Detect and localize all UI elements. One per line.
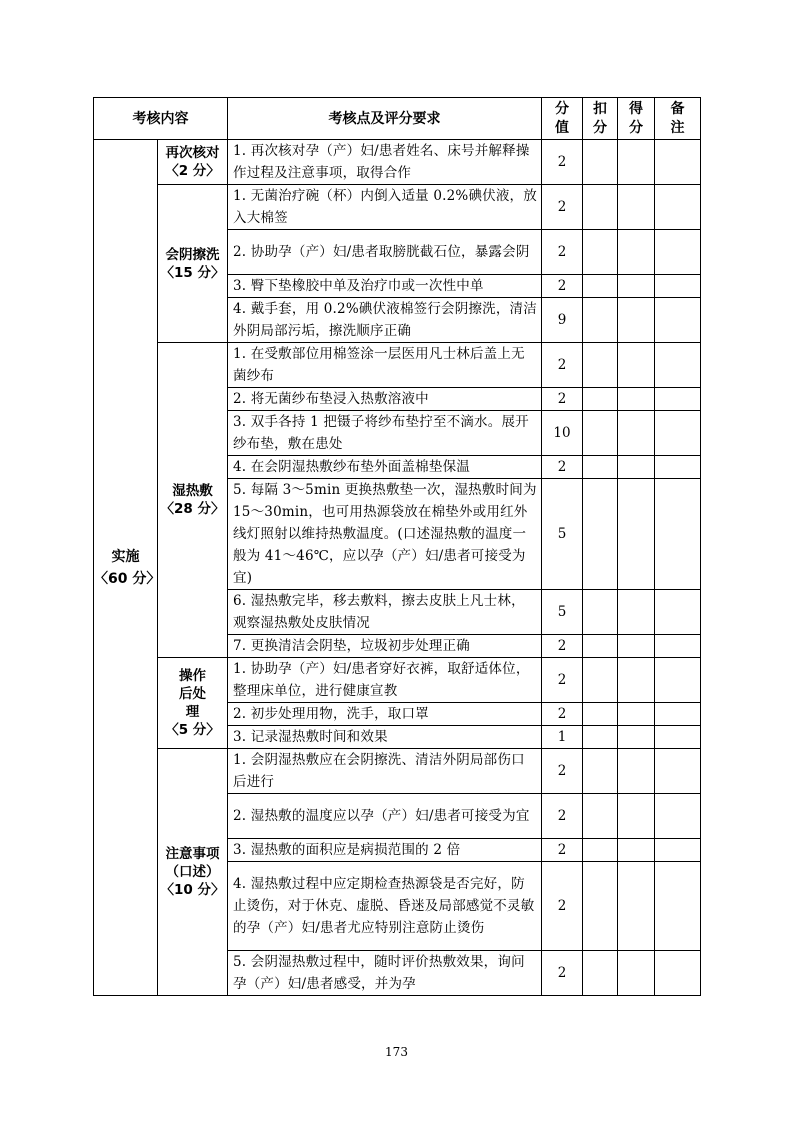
obtained-cell <box>618 703 655 726</box>
obtained-cell <box>618 479 655 590</box>
obtained-cell <box>618 862 655 951</box>
item-score: 1 <box>542 726 583 749</box>
item-text: 5. 每隔 3～5min 更换热敷垫一次，湿热敷时间为 15～30min，也可用热源袋放在棉垫外或用红外线灯照射以维持热敷温度。(口述湿热敷的温度一般为 41～46℃，应以孕（产）妇/患者可接受为宜) <box>228 479 542 590</box>
item-score: 2 <box>542 275 583 298</box>
item-text: 6. 湿热敷完毕，移去敷料，擦去皮肤上凡士林，观察湿热敷处皮肤情况 <box>228 590 542 635</box>
item-text: 5. 会阴湿热敷过程中，随时评价热敷效果，询问孕（产）妇/患者感受，并为孕 <box>228 951 542 996</box>
obtained-cell <box>618 590 655 635</box>
deduct-cell <box>583 411 618 456</box>
deduct-cell <box>583 703 618 726</box>
obtained-cell <box>618 411 655 456</box>
obtained-cell <box>618 230 655 275</box>
remarks-cell <box>655 185 701 230</box>
group-points: 〈5 分〉 <box>165 722 220 738</box>
item-text: 3. 湿热敷的面积应是病损范围的 2 倍 <box>228 839 542 862</box>
item-score: 2 <box>542 388 583 411</box>
remarks-cell <box>655 794 701 839</box>
header-deduct: 扣 分 <box>583 98 618 140</box>
item-text: 1. 会阴湿热敷应在会阴擦洗、清洁外阴局部伤口后进行 <box>228 749 542 794</box>
group-cell <box>158 343 228 658</box>
item-text: 1. 无菌治疗碗（杯）内倒入适量 0.2%碘伏液，放入大棉签 <box>228 185 542 230</box>
deduct-cell <box>583 951 618 996</box>
table-row <box>94 343 701 388</box>
remarks-cell <box>655 635 701 658</box>
deduct-cell <box>583 230 618 275</box>
deduct-cell <box>583 635 618 658</box>
remarks-cell <box>655 726 701 749</box>
deduct-cell <box>583 298 618 343</box>
obtained-cell <box>618 343 655 388</box>
obtained-cell <box>618 275 655 298</box>
item-score: 2 <box>542 839 583 862</box>
group-points: 〈28 分〉 <box>160 501 225 517</box>
header-row <box>94 98 701 140</box>
section-cell <box>94 140 161 996</box>
deduct-cell <box>583 275 618 298</box>
group-cell <box>158 658 228 749</box>
obtained-cell <box>618 456 655 479</box>
deduct-cell <box>583 456 618 479</box>
remarks-cell <box>655 140 701 185</box>
obtained-cell <box>618 388 655 411</box>
obtained-cell <box>618 185 655 230</box>
group-title: 会阴擦洗 <box>165 246 220 263</box>
group-points: 〈15 分〉 <box>160 264 225 281</box>
remarks-cell <box>655 839 701 862</box>
remarks-cell <box>655 951 701 996</box>
group-title: 操作后处理 <box>179 668 206 720</box>
item-score: 2 <box>542 343 583 388</box>
item-text: 2. 协助孕（产）妇/患者取膀胱截石位，暴露会阴 <box>228 230 542 275</box>
obtained-cell <box>618 749 655 794</box>
item-score: 2 <box>542 456 583 479</box>
group-points: 〈10 分〉 <box>160 882 225 898</box>
deduct-cell <box>583 479 618 590</box>
obtained-cell <box>618 726 655 749</box>
remarks-cell <box>655 343 701 388</box>
item-text: 1. 协助孕（产）妇/患者穿好衣裤，取舒适体位，整理床单位，进行健康宣教 <box>228 658 542 703</box>
group-title: 再次核对 <box>165 145 220 161</box>
remarks-cell <box>655 862 701 951</box>
header-requirements: 考核点及评分要求 <box>228 98 542 140</box>
item-score: 2 <box>542 749 583 794</box>
item-score: 2 <box>542 185 583 230</box>
item-score: 5 <box>542 590 583 635</box>
remarks-cell <box>655 479 701 590</box>
remarks-cell <box>655 703 701 726</box>
item-text: 3. 记录湿热敷时间和效果 <box>228 726 542 749</box>
deduct-cell <box>583 839 618 862</box>
group-title: 注意事项（口述） <box>165 846 220 880</box>
item-text: 1. 在受敷部位用棉签涂一层医用凡士林后盖上无菌纱布 <box>228 343 542 388</box>
item-text: 2. 将无菌纱布垫浸入热敷溶液中 <box>228 388 542 411</box>
table-row <box>94 185 701 230</box>
item-text: 4. 湿热敷过程中应定期检查热源袋是否完好，防止烫伤，对于休克、虚脱、昏迷及局部感觉不灵敏的孕（产）妇/患者尤应特别注意防止烫伤 <box>228 862 542 951</box>
remarks-cell <box>655 658 701 703</box>
item-text: 7. 更换清洁会阴垫，垃圾初步处理正确 <box>228 635 542 658</box>
item-score: 2 <box>542 862 583 951</box>
remarks-cell <box>655 411 701 456</box>
header-score-value: 分 值 <box>542 98 583 140</box>
item-text: 2. 初步处理用物，洗手，取口罩 <box>228 703 542 726</box>
deduct-cell <box>583 862 618 951</box>
header-remarks: 备 注 <box>655 98 701 140</box>
obtained-cell <box>618 635 655 658</box>
table-row <box>94 140 701 185</box>
obtained-cell <box>618 794 655 839</box>
remarks-cell <box>655 590 701 635</box>
item-score: 9 <box>542 298 583 343</box>
group-cell <box>158 749 228 996</box>
deduct-cell <box>583 658 618 703</box>
deduct-cell <box>583 749 618 794</box>
group-title: 湿热敷 <box>172 483 213 499</box>
group-points: 〈2 分〉 <box>165 163 220 179</box>
table-row <box>94 749 701 794</box>
obtained-cell <box>618 951 655 996</box>
header-obtained: 得 分 <box>618 98 655 140</box>
item-text: 3. 臀下垫橡胶中单及治疗巾或一次性中单 <box>228 275 542 298</box>
remarks-cell <box>655 230 701 275</box>
item-text: 1. 再次核对孕（产）妇/患者姓名、床号并解释操作过程及注意事项，取得合作 <box>228 140 542 185</box>
item-score: 2 <box>542 951 583 996</box>
item-score: 2 <box>542 703 583 726</box>
item-score: 10 <box>542 411 583 456</box>
group-cell <box>158 185 228 343</box>
remarks-cell <box>655 388 701 411</box>
deduct-cell <box>583 343 618 388</box>
deduct-cell <box>583 140 618 185</box>
section-title: 实施 <box>111 548 140 565</box>
page-number: 173 <box>385 1045 408 1059</box>
obtained-cell <box>618 298 655 343</box>
deduct-cell <box>583 388 618 411</box>
deduct-cell <box>583 590 618 635</box>
item-score: 2 <box>542 635 583 658</box>
item-text: 4. 在会阴湿热敷纱布垫外面盖棉垫保温 <box>228 456 542 479</box>
deduct-cell <box>583 185 618 230</box>
remarks-cell <box>655 275 701 298</box>
remarks-cell <box>655 456 701 479</box>
item-text: 4. 戴手套，用 0.2%碘伏液棉签行会阴擦洗，清洁外阴局部污垢，擦洗顺序正确 <box>228 298 542 343</box>
item-score: 2 <box>542 794 583 839</box>
item-text: 2. 湿热敷的温度应以孕（产）妇/患者可接受为宜 <box>228 794 542 839</box>
item-score: 2 <box>542 658 583 703</box>
obtained-cell <box>618 658 655 703</box>
section-points: 〈60 分〉 <box>94 570 161 587</box>
table-row <box>94 658 701 703</box>
obtained-cell <box>618 140 655 185</box>
header-content: 考核内容 <box>94 98 228 140</box>
deduct-cell <box>583 794 618 839</box>
remarks-cell <box>655 298 701 343</box>
deduct-cell <box>583 726 618 749</box>
assessment-table <box>93 97 701 996</box>
item-text: 3. 双手各持 1 把镊子将纱布垫拧至不滴水。展开纱布垫，敷在患处 <box>228 411 542 456</box>
obtained-cell <box>618 839 655 862</box>
item-score: 5 <box>542 479 583 590</box>
remarks-cell <box>655 749 701 794</box>
item-score: 2 <box>542 140 583 185</box>
group-cell <box>158 140 228 185</box>
item-score: 2 <box>542 230 583 275</box>
